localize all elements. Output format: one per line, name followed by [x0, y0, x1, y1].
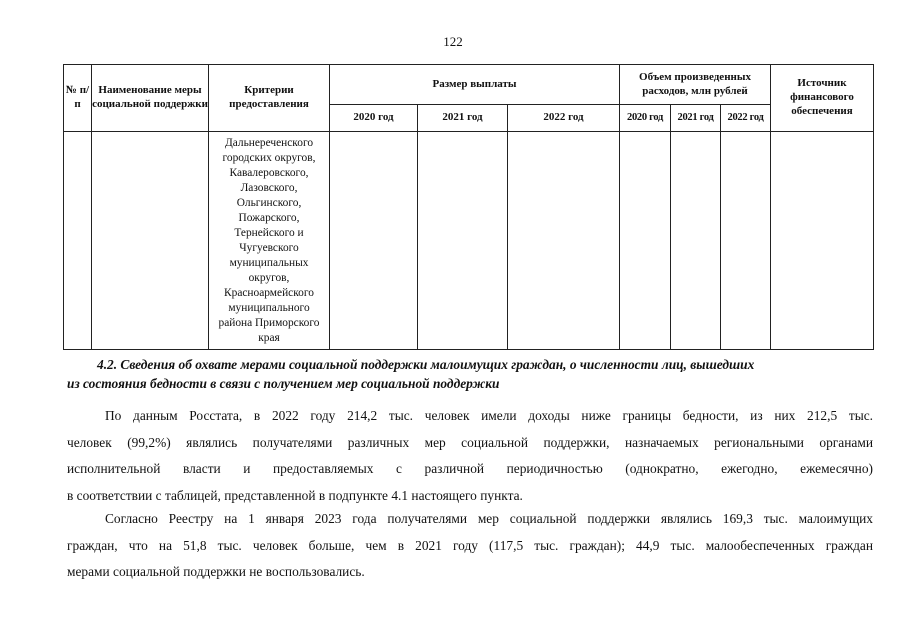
cell-payment-2021 — [418, 132, 508, 350]
header-criteria: Критерии предоставления — [209, 65, 330, 132]
cell-source — [771, 132, 874, 350]
criteria-line: округов, — [248, 271, 290, 284]
criteria-line: муниципального — [228, 301, 310, 314]
criteria-line: городских округов, — [222, 151, 316, 164]
paragraph-line: в соответствии с таблицей, представленной в подпункте 4.1 настоящего пункта. — [67, 487, 523, 503]
header-measure-name: Наименование меры социальной поддержки — [92, 65, 209, 132]
header-expense-2022: 2022 год — [721, 105, 771, 132]
criteria-line: Лазовского, — [240, 181, 298, 194]
section-heading-line: 4.2. Сведения об охвате мерами социальной поддержки малоимущих граждан, о численности лиц, вышедших — [97, 357, 755, 372]
paragraph-registry — [67, 506, 873, 586]
header-expenses: Объем произведенных расходов, млн рублей — [620, 65, 771, 105]
header-payment-size: Размер выплаты — [330, 65, 620, 105]
page-number: 122 — [443, 34, 463, 49]
criteria-line: Кавалеровского, — [229, 166, 309, 179]
cell-measure-name — [92, 132, 209, 350]
header-source: Источник финансового обеспечения — [771, 65, 874, 132]
paragraph-line: Согласно Реестру на 1 января 2023 года получателями мер социальной поддержки являлись 169,3 тыс. малоимущих — [105, 511, 873, 526]
cell-expense-2020 — [620, 132, 671, 350]
social-support-table — [63, 64, 874, 350]
header-num: № п/п — [64, 65, 92, 132]
section-heading — [67, 355, 871, 393]
paragraph-line: человек (99,2%) являлись получателями различных мер социальной поддержки, назначаемых региональными органами — [67, 434, 873, 450]
table-header-row — [64, 65, 874, 105]
header-expense-2021: 2021 год — [671, 105, 721, 132]
criteria-line: Тернейского и — [234, 226, 304, 239]
header-payment-2020: 2020 год — [330, 105, 418, 132]
cell-expense-2022 — [721, 132, 771, 350]
cell-criteria — [209, 132, 330, 350]
section-heading-line: из состояния бедности в связи с получением мер социальной поддержки — [67, 376, 500, 391]
header-payment-2022: 2022 год — [508, 105, 620, 132]
paragraph-rosstat — [67, 403, 873, 509]
criteria-line: Пожарского, — [238, 211, 300, 224]
paragraph-line: мерами социальной поддержки не воспользовались. — [67, 564, 365, 579]
paragraph-line: По данным Росстата, в 2022 году 214,2 тыс. человек имели доходы ниже границы бедности, из них 212,5 тыс. — [105, 408, 873, 423]
criteria-line: Чугуевского — [239, 241, 299, 254]
table-row — [64, 132, 874, 350]
header-expense-2020: 2020 год — [620, 105, 671, 132]
header-payment-2021: 2021 год — [418, 105, 508, 132]
criteria-line: Дальнереченского — [224, 136, 314, 149]
cell-num — [64, 132, 92, 350]
cell-payment-2020 — [330, 132, 418, 350]
cell-payment-2022 — [508, 132, 620, 350]
criteria-line: Ольгинского, — [236, 196, 302, 209]
criteria-line: муниципальных — [229, 256, 309, 269]
paragraph-line: граждан, что на 51,8 тыс. человек больше, чем в 2021 году (117,5 тыс. граждан); 44,9 тыс. малообеспеченных граждан — [67, 537, 873, 553]
criteria-line: района Приморского — [218, 316, 320, 329]
paragraph-line: исполнительной власти и предоставляемых с различной периодичностью (однократно, ежегодно, ежемесячно) — [67, 461, 873, 476]
cell-expense-2021 — [671, 132, 721, 350]
criteria-line: края — [258, 331, 280, 344]
criteria-line: Красноармейского — [224, 286, 314, 299]
